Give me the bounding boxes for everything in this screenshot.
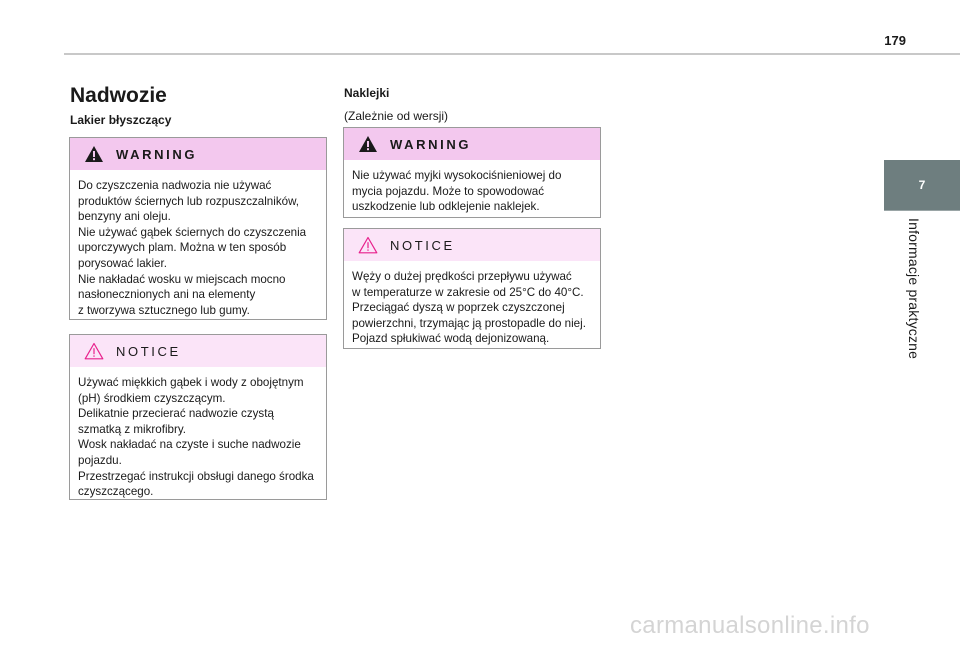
text-line: pojazdu. — [78, 453, 122, 467]
notice-triangle-icon — [358, 236, 378, 254]
page-number: 179 — [884, 33, 906, 48]
text-line: Węży o dużej prędkości przepływu używać — [352, 270, 572, 283]
text-line: z tworzywa sztucznego lub gumy. — [78, 303, 250, 317]
warning-box-header — [70, 138, 326, 170]
text-line: benzyny ani oleju. — [78, 210, 171, 224]
notice-box-paint — [69, 334, 327, 500]
text-line: w temperaturze w zakresie od 25°C do 40°C. — [352, 285, 584, 299]
text-line: porysować lakier. — [78, 256, 167, 270]
text-line: Do czyszczenia nadwozia nie używać — [78, 179, 272, 192]
warning-text — [70, 170, 326, 324]
text-line: powierzchni, trzymając ją prostopadle do niej. — [352, 316, 586, 330]
warning-label: WARNING — [116, 146, 198, 162]
version-note: (Zależnie od wersji) — [344, 109, 449, 123]
text-line: produktów ściernych lub rozpuszczalników, — [78, 194, 300, 208]
text-line: Wosk nakładać na czyste i suche nadwozie — [78, 438, 301, 452]
text-line: czyszczącego. — [78, 485, 154, 499]
text-line: Delikatnie przecierać nadwozie czystą — [78, 407, 274, 421]
warning-box-stickers — [343, 127, 601, 218]
text-line: Pojazd spłukiwać wodą dejonizowaną. — [352, 332, 550, 346]
notice-text — [344, 261, 600, 353]
text-line: mycia pojazdu. Może to spowodować — [352, 184, 545, 198]
text-line: Nie nakładać wosku w miejscach mocno — [78, 272, 286, 286]
warning-box-paint — [69, 137, 327, 320]
chapter-number: 7 — [918, 178, 926, 192]
text-line: uszkodzenie lub odklejenie naklejek. — [352, 200, 540, 214]
text-line: Przeciągać dyszą w poprzek czyszczonej — [352, 301, 565, 315]
warning-triangle-icon — [84, 145, 104, 163]
notice-text — [70, 367, 326, 506]
text-line: szmatką z mikrofibry. — [78, 422, 187, 436]
notice-triangle-icon — [84, 342, 104, 360]
text-line: Nie używać gąbek ściernych do czyszczenia — [78, 225, 307, 239]
text-line: (pH) środkiem czyszczącym. — [78, 391, 226, 405]
warning-text — [344, 160, 600, 221]
top-rule — [64, 53, 960, 55]
section-subtitle-gloss-paint: Lakier błyszczący — [70, 113, 172, 127]
section-subtitle-stickers: Naklejki — [344, 86, 390, 100]
notice-box-header — [344, 229, 600, 261]
notice-label: NOTICE — [116, 343, 181, 359]
warning-triangle-icon — [358, 135, 378, 153]
chapter-tab[interactable] — [884, 160, 960, 210]
text-line: Używać miękkich gąbek i wody z obojętnym — [78, 376, 304, 389]
notice-box-stickers — [343, 228, 601, 349]
warning-label: WARNING — [390, 136, 472, 152]
section-title: Nadwozie — [70, 84, 167, 107]
text-line: uporczywych plam. Można w ten sposób — [78, 241, 287, 255]
notice-box-header — [70, 335, 326, 367]
warning-box-header — [344, 128, 600, 160]
text-line: Przestrzegać instrukcji obsługi danego środka — [78, 469, 314, 483]
notice-label: NOTICE — [390, 237, 455, 253]
text-line: nasłonecznionych ani na elementy — [78, 288, 256, 302]
text-line: Nie używać myjki wysokociśnieniowej do — [352, 169, 562, 182]
watermark: carmanualsonline.info — [630, 612, 870, 639]
chapter-divider — [884, 210, 960, 211]
chapter-title: Informacje praktyczne — [906, 218, 922, 360]
